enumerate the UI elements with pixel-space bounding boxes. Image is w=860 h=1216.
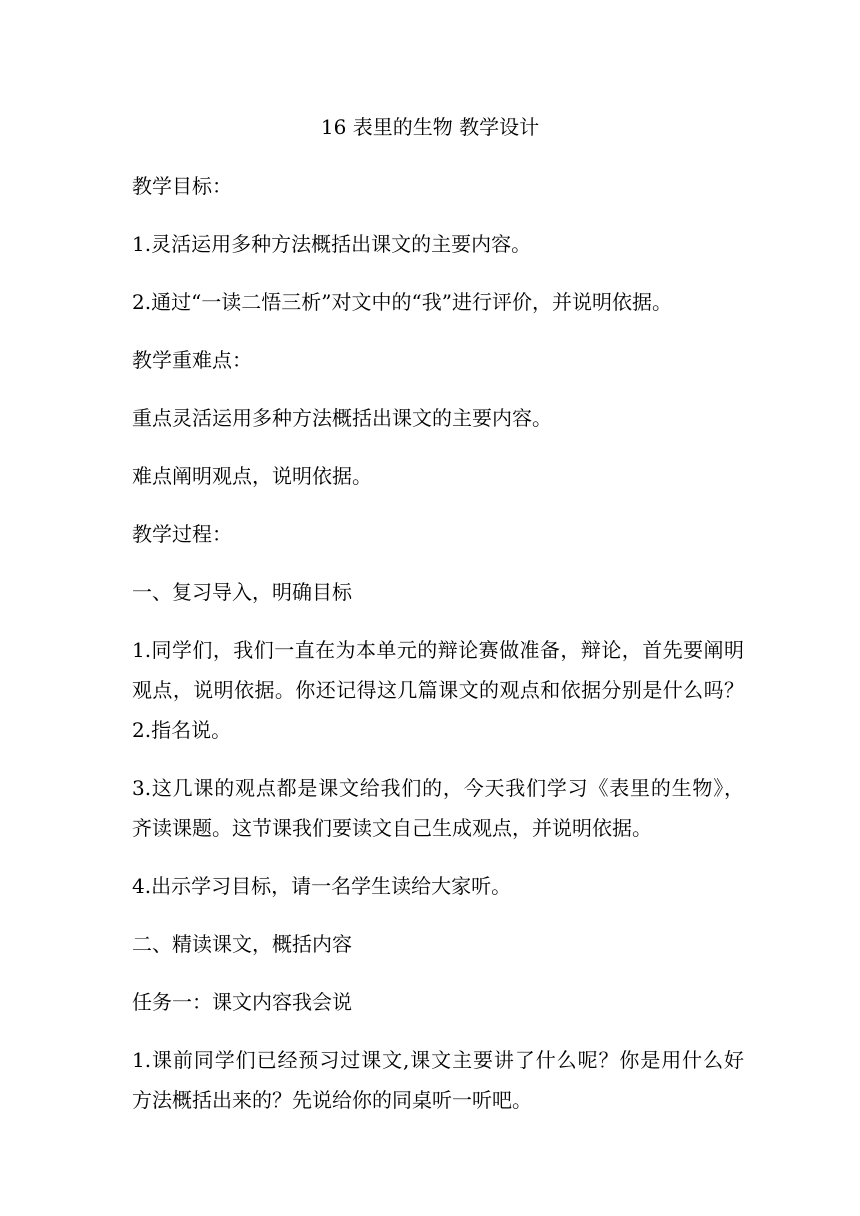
heading-key-points: 教学重难点： (132, 348, 252, 372)
difficult-point: 难点阐明观点，说明依据。 (132, 464, 372, 488)
justified-text-line: 3.这几课的观点都是课文给我们的，今天我们学习《表里的生物》， (132, 776, 744, 800)
section-heading-1: 一、复习导入，明确目标 (132, 580, 352, 604)
key-point: 重点灵活运用多种方法概括出课文的主要内容。 (132, 406, 552, 430)
task-item-1-line-1 (132, 1045, 744, 1075)
section-heading-2: 二、精读课文，概括内容 (132, 932, 352, 956)
process-item-3-line-1 (132, 773, 744, 803)
heading-teaching-goals: 教学目标： (132, 174, 232, 198)
goal-item-2: 2.通过“一读二悟三析”对文中的“我”进行评价，并说明依据。 (132, 290, 672, 314)
process-item-1-line-1 (132, 635, 744, 665)
process-item-4: 4.出示学习目标，请一名学生读给大家听。 (132, 874, 512, 898)
justified-text-line: 1.课前同学们已经预习过课文,课文主要讲了什么呢？你是用什么好 (132, 1048, 744, 1072)
process-item-1-line-2 (132, 675, 744, 705)
justified-text-line: 1.同学们，我们一直在为本单元的辩论赛做准备，辩论，首先要阐明 (132, 638, 744, 662)
task-heading-1: 任务一：课文内容我会说 (132, 990, 352, 1014)
justified-text-line: 观点，说明依据。你还记得这几篇课文的观点和依据分别是什么吗？ (132, 678, 744, 702)
heading-teaching-process: 教学过程： (132, 522, 232, 546)
process-item-2: 2.指名说。 (132, 718, 232, 742)
document-title: 16 表里的生物 教学设计 (320, 115, 540, 139)
process-item-3-line-2: 齐读课题。这节课我们要读文自己生成观点，并说明依据。 (132, 816, 652, 840)
task-item-1-line-2: 方法概括出来的？先说给你的同桌听一听吧。 (132, 1088, 532, 1112)
goal-item-1: 1.灵活运用多种方法概括出课文的主要内容。 (132, 232, 532, 256)
